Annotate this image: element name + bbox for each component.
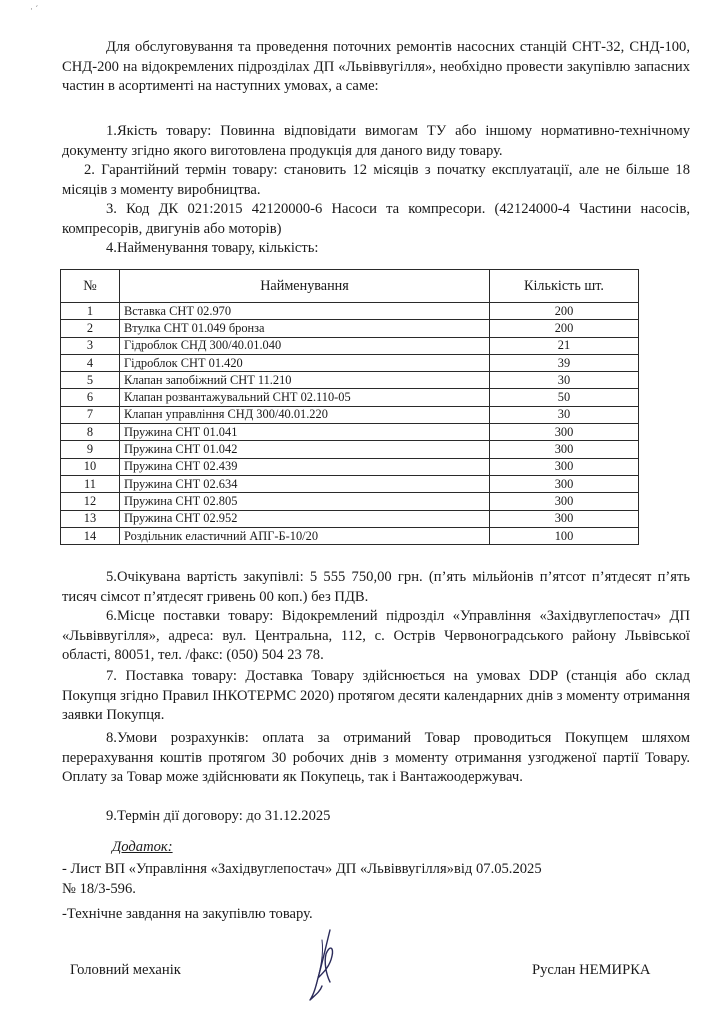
item-name: Пружина СНТ 02.805 xyxy=(120,493,490,510)
table-row xyxy=(61,510,639,527)
table-header-row xyxy=(61,270,639,303)
cpv-code-paragraph: 3. Код ДК 021:2015 42120000-6 Насоси та компресори. (42124000-4 Частини насосів, компресорів, двигунів або моторів) xyxy=(62,201,690,237)
table-row xyxy=(61,337,639,354)
header-quantity: Кількість шт. xyxy=(490,270,639,303)
table-row xyxy=(61,372,639,389)
signer-name: Руслан НЕМИРКА xyxy=(532,962,651,978)
table-row xyxy=(61,475,639,492)
item-name: Пружина СНТ 01.042 xyxy=(120,441,490,458)
item-name: Пружина СНТ 02.439 xyxy=(120,458,490,475)
item-quantity: 300 xyxy=(490,475,639,492)
table-row xyxy=(61,303,639,320)
row-number: 5 xyxy=(61,372,120,389)
row-number: 2 xyxy=(61,320,120,337)
row-number: 14 xyxy=(61,527,120,544)
table-row xyxy=(61,389,639,406)
warranty-paragraph: 2. Гарантійний термін товару: становить 12 місяців з початку експлуатації, але не більше 18 місяців з моменту виробництва. xyxy=(62,162,690,198)
delivery-terms-paragraph: 7. Поставка товару: Доставка Товару здійснюється на умовах DDP (станція або склад Покупця згідно Правил ІНКОТЕРМС 2020) протягом десяти календарних днів з моменту отримання заявки Покупця. xyxy=(62,668,690,724)
item-name: Гідроблок СНТ 01.420 xyxy=(120,354,490,371)
table-row xyxy=(61,441,639,458)
table-row xyxy=(61,527,639,544)
item-quantity: 30 xyxy=(490,406,639,423)
items-table xyxy=(60,269,639,545)
handwritten-signature xyxy=(296,926,356,1006)
row-number: 7 xyxy=(61,406,120,423)
item-name: Клапан запобіжний СНТ 11.210 xyxy=(120,372,490,389)
item-quantity: 200 xyxy=(490,303,639,320)
table-row xyxy=(61,424,639,441)
signer-position: Головний механік xyxy=(70,962,181,978)
attachment-letter-line1: - Лист ВП «Управління «Західвуглепостач» ДП «Львіввугілля»від 07.05.2025 xyxy=(62,861,542,877)
table-row xyxy=(61,406,639,423)
item-name: Гідроблок СНД 300/40.01.040 xyxy=(120,337,490,354)
item-quantity: 100 xyxy=(490,527,639,544)
row-number: 12 xyxy=(61,493,120,510)
quality-paragraph: 1.Якість товару: Повинна відповідати вимогам ТУ або іншому нормативно-технічному документу згідно якого виготовлена продукція для даного виду товару. xyxy=(62,123,690,159)
table-row xyxy=(61,320,639,337)
header-number: № xyxy=(61,270,120,303)
table-row xyxy=(61,354,639,371)
item-name: Роздільник еластичний АПГ-Б-10/20 xyxy=(120,527,490,544)
delivery-place-paragraph: 6.Місце поставки товару: Відокремлений підрозділ «Управління «Західвуглепостач» ДП «Львіввугілля», адреса: вул. Центральна, 112, с. Острів Червоноградського району Львівської області, 80051, тел. /факс: (050) 504 23 78. xyxy=(62,608,690,664)
item-name: Вставка СНТ 02.970 xyxy=(120,303,490,320)
intro-paragraph: Для обслуговування та проведення поточних ремонтів насосних станцій СНТ-32, СНД-100, СНД-200 на відокремлених підрозділах ДП «Львіввугілля», необхідно провести закупівлю запасних частин в асортименті на наступних умовах, а саме: xyxy=(62,39,690,95)
scan-mark: · ´ xyxy=(30,4,39,14)
attachments-heading: Додаток: xyxy=(112,839,173,855)
row-number: 10 xyxy=(61,458,120,475)
expected-cost-paragraph: 5.Очікувана вартість закупівлі: 5 555 750,00 грн. (п’ять мільйонів п’ятсот п’ятдесят п’ять тисяч сімсот п’ятдесят гривень 00 коп.) без ПДВ. xyxy=(62,569,690,605)
item-name: Клапан розвантажувальний СНТ 02.110-05 xyxy=(120,389,490,406)
row-number: 13 xyxy=(61,510,120,527)
items-heading: 4.Найменування товару, кількість: xyxy=(106,240,319,256)
item-quantity: 300 xyxy=(490,458,639,475)
row-number: 1 xyxy=(61,303,120,320)
item-quantity: 300 xyxy=(490,441,639,458)
item-quantity: 300 xyxy=(490,424,639,441)
item-name: Втулка СНТ 01.049 бронза xyxy=(120,320,490,337)
item-quantity: 21 xyxy=(490,337,639,354)
row-number: 6 xyxy=(61,389,120,406)
header-name: Найменування xyxy=(120,270,490,303)
table-row xyxy=(61,493,639,510)
item-name: Пружина СНТ 02.634 xyxy=(120,475,490,492)
item-quantity: 200 xyxy=(490,320,639,337)
item-name: Пружина СНТ 02.952 xyxy=(120,510,490,527)
attachment-letter-line2: № 18/3-596. xyxy=(62,880,136,897)
item-quantity: 300 xyxy=(490,510,639,527)
table-row xyxy=(61,458,639,475)
row-number: 4 xyxy=(61,354,120,371)
items-table-body xyxy=(61,303,639,545)
payment-terms-paragraph: 8.Умови розрахунків: оплата за отриманий Товар проводиться Покупцем шляхом перерахування коштів протягом 30 робочих днів з моменту отримання узгодженої партії Товару. Оплату за Товар може здійснювати як Покупець, так і Вантажоодержувач. xyxy=(62,730,690,786)
item-quantity: 50 xyxy=(490,389,639,406)
contract-term-paragraph: 9.Термін дії договору: до 31.12.2025 xyxy=(106,808,331,824)
row-number: 8 xyxy=(61,424,120,441)
row-number: 11 xyxy=(61,475,120,492)
item-quantity: 30 xyxy=(490,372,639,389)
row-number: 3 xyxy=(61,337,120,354)
item-quantity: 300 xyxy=(490,493,639,510)
attachment-letter xyxy=(62,860,690,899)
item-name: Пружина СНТ 01.041 xyxy=(120,424,490,441)
item-quantity: 39 xyxy=(490,354,639,371)
item-name: Клапан управління СНД 300/40.01.220 xyxy=(120,406,490,423)
attachment-spec: -Технічне завдання на закупівлю товару. xyxy=(62,906,313,922)
row-number: 9 xyxy=(61,441,120,458)
